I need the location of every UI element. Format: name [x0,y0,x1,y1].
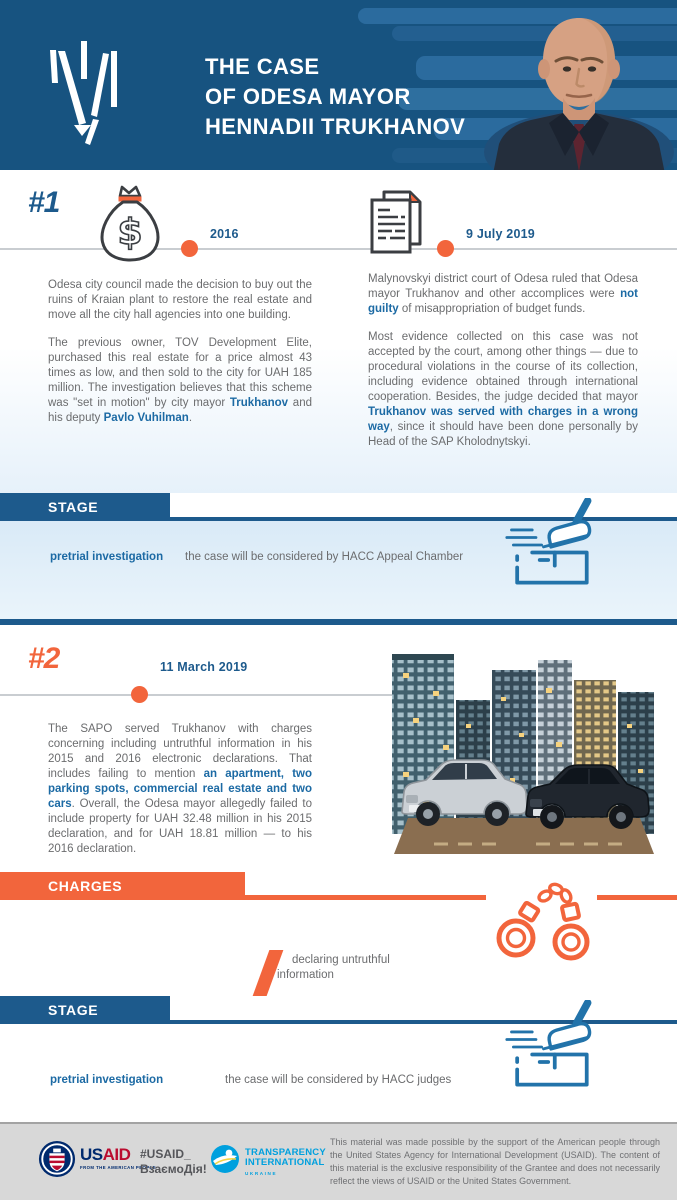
case1-date-right: 9 July 2019 [466,227,535,241]
paragraph: Malynovskyi district court of Odesa ruled that Odesa mayor Trukhanov and other accomplices were not guilty of misappropriation of budget funds. [368,273,638,315]
svg-text:$: $ [117,212,143,253]
timeline-dot-1 [181,240,198,257]
money-bag-icon [96,184,164,264]
towers-and-cars-illustration [386,648,662,858]
case1-left-text [48,278,312,439]
usaid-hashtag [140,1147,207,1177]
usaid-aid: AID [102,1145,131,1164]
hashtag-line-2: ВзаємоДія! [140,1162,207,1176]
header-banner [0,0,677,170]
timeline-dot-3 [131,686,148,703]
stage1-description: the case will be considered by HACC Appeal Chamber [185,551,464,563]
stage2-description: the case will be considered by HACC judges [225,1074,452,1086]
case1-number: #1 [28,186,60,219]
gavel-icon [504,1000,598,1094]
case2-number: #2 [28,642,60,675]
usaid-us: US [80,1145,103,1164]
stage1-status: pretrial investigation [50,551,164,563]
footer-disclaimer: This material was made possible by the support of the American people through the United States Agency for International Development (USAID). The content of this material is the exclusive responsibility of the Grantee and does not necessarily reflect the views of USAID or the United States Government. [330,1137,660,1186]
timeline-line-2 [0,694,414,696]
stage1-bottom-bar [0,619,677,625]
charge-item: declaring untruthful information [277,954,390,981]
trident-logo-icon [48,36,118,148]
paragraph: Most evidence collected on this case was not accepted by the court, among other things — due to procedural violations in the course of its collection, including evidence obtained through international cooperation. Besides, the judge decided that mayor Trukhanov was served with charges in a wrong way, since it should have been done personally by Head of the SAP Kholodnytskyi. [368,331,638,448]
ti-line-3: UKRAINE [245,1171,278,1176]
page-title [205,52,465,142]
case2-date: 11 March 2019 [160,660,248,674]
hashtag-line-1: #USAID_ [140,1147,191,1161]
paragraph: The SAPO served Trukhanov with charges concerning including untruthful information in his 2015 and 2016 electronic declarations. That includes failing to mention an apartment, two parking spots, commercial real estate and two cars. Overall, the Odesa mayor allegedly failed to include property for UAH 32.48 million in his 2015 declaration, and for UAH 18.81 million — to his 2016 declaration. [48,723,313,855]
usaid-emblem-icon [38,1140,76,1178]
transparency-international-emblem-icon [210,1144,240,1174]
transparency-international-logo-text [245,1148,326,1179]
charges-rule-left [245,895,486,900]
usaid-tagline: FROM THE AMERICAN PEOPLE [80,1165,157,1170]
charges-rule-right [597,895,677,900]
timeline-dot-2 [437,240,454,257]
case1-right-text [368,272,638,463]
case2-text [48,722,312,870]
document-icon [366,188,428,258]
title-line-2: OF ODESA MAYOR [205,84,411,109]
ti-line-1: TRANSPARENCY [245,1147,326,1158]
ti-line-2: INTERNATIONAL [245,1157,325,1168]
paragraph: Odesa city council made the decision to buy out the ruins of Kraian plant to restore the real estate and move all the city hall agencies into one building. [48,279,312,321]
stage2-heading-band: STAGE [0,996,170,1024]
title-line-3: HENNADII TRUKHANOV [205,114,466,139]
mayor-portrait-photo [479,4,677,170]
handcuffs-icon [489,874,597,968]
title-line-1: THE CASE [205,54,320,79]
stage1-heading-band: STAGE [0,493,170,521]
charges-heading-band: CHARGES [0,872,245,900]
gavel-icon [504,498,598,592]
case1-date-left: 2016 [210,227,239,241]
paragraph: The previous owner, TOV Development Elite, purchased this real estate for a price almost 43 times as low, and then sold to the city for UAH 185 million. The investigation believes that this scheme was "set in motion" by city mayor Trukhanov and his deputy Pavlo Vuhilman. [48,337,312,424]
stage2-status: pretrial investigation [50,1074,164,1086]
